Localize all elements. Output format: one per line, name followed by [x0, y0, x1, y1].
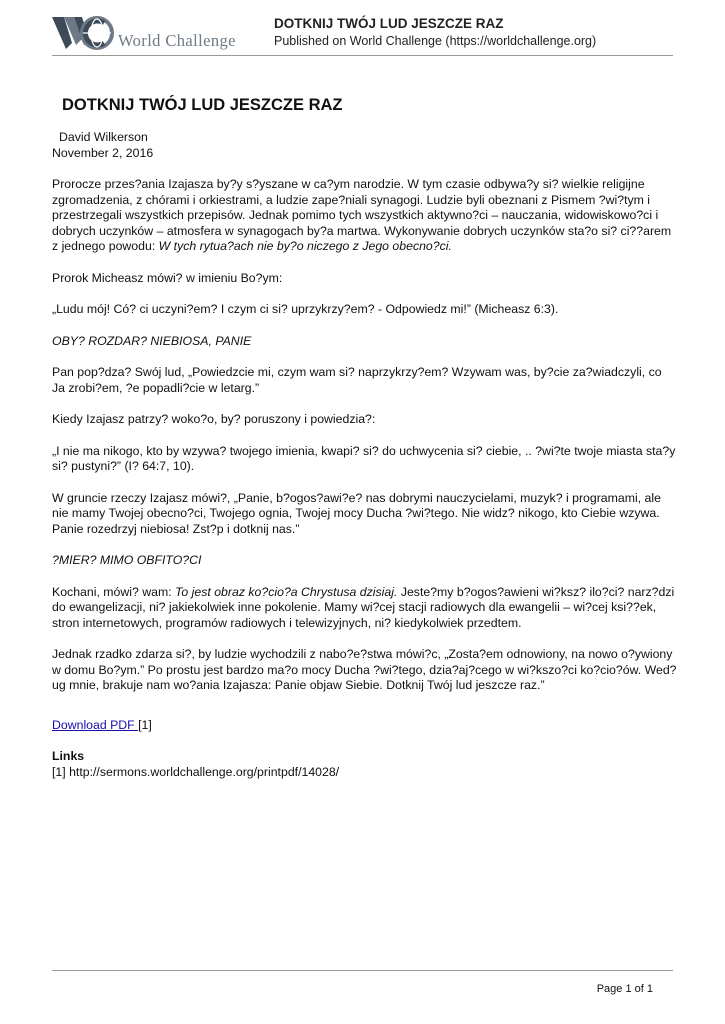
header-published: Published on World Challenge (https://worldchallenge.org) [274, 34, 597, 48]
paragraph-4: Pan pop?dza? Swój lud, „Powiedzcie mi, czym wam si? naprzykrzy?em? Wzywam was, by?cie za?wiadczyli, co Ja zrobi?em, ?e popadli?cie w letarg.” [52, 365, 662, 395]
section-heading-1-text: OBY? ROZDAR? NIEBIOSA, PANIE [52, 333, 252, 348]
paragraph-2: Prorok Micheasz mówi? w imieniu Bo?ym: [52, 270, 283, 285]
paragraph-6: „I nie ma nikogo, kto by wzywa? twojego imienia, kwapi? si? do uchwycenia si? ciebie, .. ?wi?te twoje miasta sta?y si? pustyni?” (I? 64:7, 10). [52, 443, 676, 473]
links-item: [1] http://sermons.worldchallenge.org/printpdf/14028/ [52, 764, 340, 779]
page-number: Page 1 of 1 [596, 983, 653, 995]
download-row [52, 718, 677, 734]
header-title: DOTKNIJ TWÓJ LUD JESZCZE RAZ [274, 16, 504, 31]
download-ref: [1] [138, 717, 152, 732]
paragraph-8-rest: Jeste?my b?ogos?awieni wi?ksz? ilo?ci? narz?dzi do ewangelizacji, ni? jakiekolwiek inne pokolenie. Mamy wi?cej stacji radiowych dla ewangelii – wi?cej ksi??ek, stron internetowych, programów radiowych i telewizyjnych, ni? kiedykolwiek przedtem. [52, 584, 675, 630]
page-header [52, 8, 673, 56]
paragraph-8-italic: To jest obraz ko?cio?a Chrystusa dzisiaj. [175, 584, 398, 599]
author: David Wilkerson [59, 130, 148, 144]
paragraph-1-text: Prorocze przes?ania Izajasza by?y s?yszane w ca?ym narodzie. W tym czasie odbywa?y si? wielkie religijne zgromadzenia, z chórami i orkiestrami, a ludzie zape?niali synagogi. Ludzie byli obeznani z Pismem ?wi?tym i przestrzegali wszystkich przepisów. Jednak pomimo tych wszystkich aktywno?ci – nauczania, widowiskowo?ci i dobrych uczynków – atmosfera w synagogach by?a martwa. Wykonywanie dobrych uczynków sta?o si? ci??arem z jednego powodu: [52, 177, 672, 253]
paragraph-7: W gruncie rzeczy Izajasz mówi?, „Panie, b?ogos?awi?e? nas dobrymi nauczycielami, muzyk? i programami, ale nie mamy Twojej obecno?ci, Twojego ognia, Twojej mocy Ducha ?wi?tego. Nie widz? nikogo, kto Ciebie wzywa. Panie rozedrzyj niebiosa! Zst?p i dotknij nas.” [52, 490, 661, 536]
paragraph-8-start: Kochani, mówi? wam: [52, 584, 176, 599]
wc-globe-icon [52, 13, 116, 53]
header-divider [52, 55, 673, 56]
paragraph-1 [52, 177, 677, 255]
footer-divider [52, 970, 673, 971]
links-heading: Links [52, 749, 85, 763]
paragraph-5: Kiedy Izajasz patrzy? woko?o, by? poruszony i powiedzia?: [52, 412, 376, 426]
section-heading-2-text: ?MIER? MIMO OBFITO?CI [52, 553, 202, 567]
section-heading-1 [52, 334, 677, 350]
paragraph-8 [52, 585, 677, 632]
download-pdf-link[interactable]: Download PDF [52, 717, 139, 732]
article-meta [52, 130, 677, 161]
article-body [52, 130, 677, 780]
article-title: DOTKNIJ TWÓJ LUD JESZCZE RAZ [62, 96, 343, 114]
section-heading-2 [52, 553, 677, 569]
date: November 2, 2016 [52, 145, 154, 160]
world-challenge-logo [52, 13, 257, 53]
paragraph-3: „Ludu mój! Có? ci uczyni?em? I czym ci si? uprzykrzy?em? - Odpowiedz mi!” (Micheasz 6:3). [52, 302, 559, 316]
paragraph-1-italic: W tych rytua?ach nie by?o niczego z Jego obecno?ci. [158, 239, 452, 253]
paragraph-9: Jednak rzadko zdarza si?, by ludzie wychodzili z nabo?e?stwa mówi?c, „Zosta?em odnowiony, na nowo o?ywiony w domu Bo?ym.” Po prostu jest bardzo ma?o mocy Ducha ?wi?tego, dzia?aj?cego w wi?kszo?ci ko?cio?ów. Wed?ug mnie, brakuje nam wo?ania Izajasza: Panie objaw Siebie. Dotknij Twój lud jeszcze raz.” [52, 647, 677, 692]
logo-wordmark: World Challenge [118, 31, 236, 50]
